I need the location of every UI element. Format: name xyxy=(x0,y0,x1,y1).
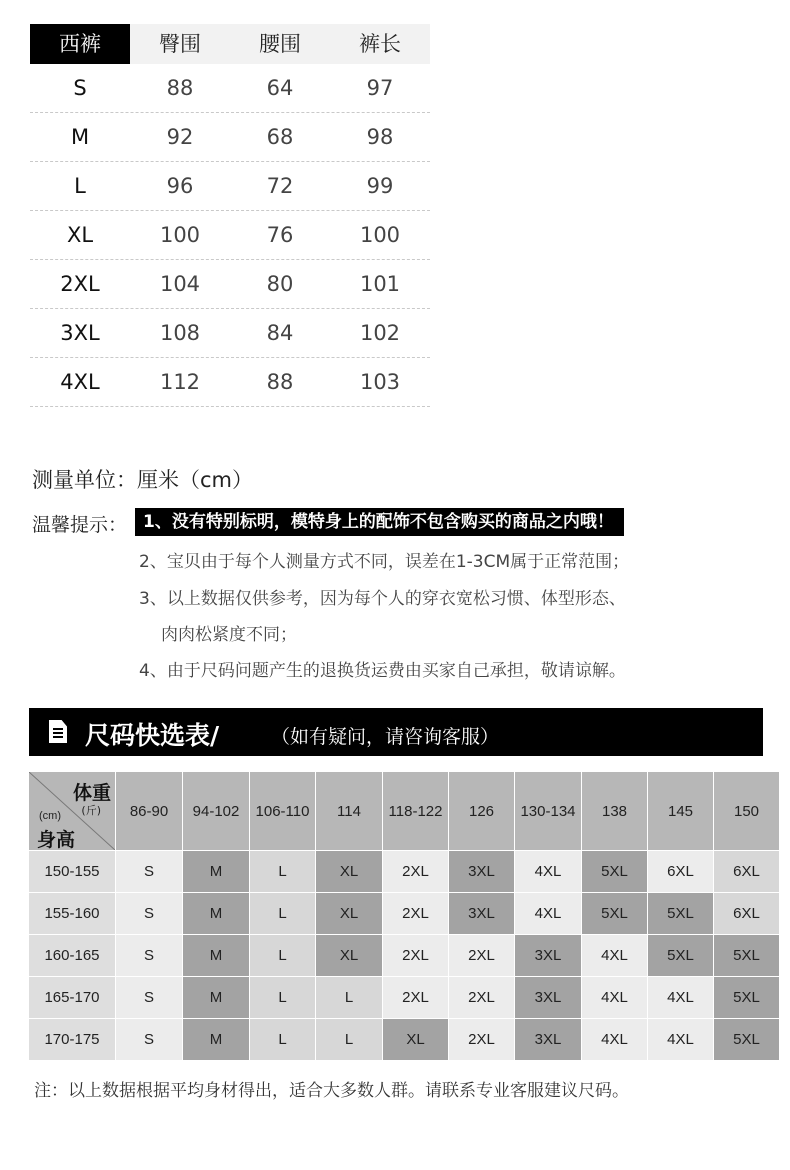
size-cell: 2XL xyxy=(449,935,514,976)
size-cell: 2XL xyxy=(449,977,514,1018)
size-label: 2XL xyxy=(60,272,100,296)
table-row xyxy=(30,113,430,162)
size-cell: 2XL xyxy=(383,851,448,892)
weight-header: 114 xyxy=(316,772,382,850)
header-cell-waist: 腰围 xyxy=(230,24,330,64)
size-cell: 4XL xyxy=(582,977,647,1018)
size-cell: 2XL xyxy=(383,977,448,1018)
height-label: 170-175 xyxy=(29,1019,115,1060)
table-cell: 100 xyxy=(359,223,401,247)
table-row xyxy=(30,211,430,260)
size-cell: 6XL xyxy=(714,851,779,892)
size-cell: 3XL xyxy=(449,893,514,934)
size-label: XL xyxy=(66,223,94,247)
table-cell: 108 xyxy=(159,321,201,345)
table-cell: 64 xyxy=(266,76,294,100)
weight-header: 106-110 xyxy=(250,772,315,850)
size-cell: 5XL xyxy=(714,977,779,1018)
header-cell-hip: 臀围 xyxy=(130,24,230,64)
weight-header: 86-90 xyxy=(116,772,182,850)
tip-highlight: 1、没有特别标明，模特身上的配饰不包含购买的商品之内哦！ xyxy=(135,508,624,536)
quick-select-subtitle: （如有疑问，请咨询客服） xyxy=(271,726,500,748)
weight-header: 150 xyxy=(714,772,779,850)
tip-line-2: 2、宝贝由于每个人测量方式不同，误差在1-3CM属于正常范围； xyxy=(139,552,630,572)
size-cell: 4XL xyxy=(515,851,581,892)
size-cell: 4XL xyxy=(648,1019,713,1060)
table-cell: 99 xyxy=(366,174,394,198)
corner-weight-label: 体重 xyxy=(72,782,111,804)
quick-select-grid xyxy=(29,772,763,1060)
weight-header: 138 xyxy=(582,772,647,850)
size-cell: 6XL xyxy=(648,851,713,892)
weight-header: 94-102 xyxy=(183,772,249,850)
table-cell: 100 xyxy=(159,223,201,247)
tip-line-3: 3、以上数据仅供参考，因为每个人的穿衣宽松习惯、体型形态、 xyxy=(139,589,626,609)
size-cell: 5XL xyxy=(714,1019,779,1060)
table-row xyxy=(30,309,430,358)
corner-cm-unit: (cm) xyxy=(39,810,61,822)
size-cell: 4XL xyxy=(648,977,713,1018)
size-cell: S xyxy=(116,977,182,1018)
document-icon xyxy=(49,720,67,743)
size-cell: S xyxy=(116,851,182,892)
size-cell: M xyxy=(183,1019,249,1060)
size-cell: L xyxy=(250,851,315,892)
measurement-unit: 测量单位：厘米（cm） xyxy=(32,468,254,492)
size-cell: 5XL xyxy=(648,935,713,976)
size-cell: XL xyxy=(316,893,382,934)
table-cell: 88 xyxy=(266,370,294,394)
size-table-body xyxy=(30,64,430,407)
quick-select-banner xyxy=(29,708,763,756)
size-table xyxy=(30,24,430,407)
size-table-header xyxy=(30,24,430,64)
weight-header: 145 xyxy=(648,772,713,850)
size-cell: S xyxy=(116,935,182,976)
size-cell: L xyxy=(316,1019,382,1060)
header-cell-category: 西裤 xyxy=(30,24,130,64)
weight-header: 126 xyxy=(449,772,514,850)
size-cell: 2XL xyxy=(383,893,448,934)
size-cell: 4XL xyxy=(515,893,581,934)
tip-label: 温馨提示： xyxy=(32,514,128,536)
size-cell: 5XL xyxy=(582,851,647,892)
table-cell: 104 xyxy=(159,272,201,296)
size-cell: 4XL xyxy=(582,1019,647,1060)
table-row xyxy=(30,358,430,407)
height-label: 155-160 xyxy=(29,893,115,934)
size-cell: M xyxy=(183,935,249,976)
header-cell-length: 裤长 xyxy=(330,24,430,64)
size-cell: 5XL xyxy=(714,935,779,976)
size-cell: S xyxy=(116,893,182,934)
size-cell: L xyxy=(316,977,382,1018)
size-cell: 5XL xyxy=(582,893,647,934)
table-cell: 68 xyxy=(266,125,294,149)
size-cell: 3XL xyxy=(449,851,514,892)
table-row xyxy=(30,260,430,309)
size-cell: 2XL xyxy=(383,935,448,976)
corner-jin-unit: (斤) xyxy=(81,804,101,817)
size-cell: M xyxy=(183,977,249,1018)
size-cell: 5XL xyxy=(648,893,713,934)
table-cell: 97 xyxy=(366,76,394,100)
table-cell: 102 xyxy=(359,321,401,345)
size-cell: 4XL xyxy=(582,935,647,976)
size-cell: L xyxy=(250,1019,315,1060)
size-cell: M xyxy=(183,893,249,934)
table-cell: 88 xyxy=(166,76,194,100)
size-label: L xyxy=(74,174,86,198)
table-cell: 101 xyxy=(359,272,401,296)
weight-header: 130-134 xyxy=(515,772,581,850)
size-label: M xyxy=(70,125,90,149)
size-cell: XL xyxy=(316,851,382,892)
size-cell: M xyxy=(183,851,249,892)
table-cell: 80 xyxy=(266,272,294,296)
table-cell: 103 xyxy=(359,370,401,394)
table-cell: 72 xyxy=(266,174,294,198)
size-label: S xyxy=(73,76,87,100)
table-cell: 76 xyxy=(266,223,294,247)
table-row xyxy=(30,162,430,211)
size-cell: 3XL xyxy=(515,935,581,976)
tip-line-3-cont: 肉肉松紧度不同； xyxy=(161,625,297,645)
size-cell: XL xyxy=(316,935,382,976)
size-cell: L xyxy=(250,935,315,976)
size-cell: 3XL xyxy=(515,1019,581,1060)
size-cell: 2XL xyxy=(449,1019,514,1060)
size-cell: S xyxy=(116,1019,182,1060)
height-label: 150-155 xyxy=(29,851,115,892)
table-cell: 112 xyxy=(159,370,201,394)
tip-line-4: 4、由于尺码问题产生的退换货运费由买家自己承担，敬请谅解。 xyxy=(139,661,626,681)
size-label: 4XL xyxy=(60,370,100,394)
size-cell: 6XL xyxy=(714,893,779,934)
size-cell: L xyxy=(250,893,315,934)
table-cell: 92 xyxy=(166,125,194,149)
size-cell: XL xyxy=(383,1019,448,1060)
table-cell: 96 xyxy=(166,174,194,198)
corner-height-label: 身高 xyxy=(37,829,76,850)
size-cell: L xyxy=(250,977,315,1018)
weight-header: 118-122 xyxy=(383,772,448,850)
quick-select-title: 尺码快选表/ xyxy=(85,721,220,750)
height-label: 160-165 xyxy=(29,935,115,976)
footnote: 注：以上数据根据平均身材得出，适合大多数人群。请联系专业客服建议尺码。 xyxy=(34,1081,629,1101)
table-row xyxy=(30,64,430,113)
height-label: 165-170 xyxy=(29,977,115,1018)
grid-corner xyxy=(29,772,115,850)
table-cell: 98 xyxy=(366,125,394,149)
table-cell: 84 xyxy=(266,321,294,345)
size-label: 3XL xyxy=(60,321,100,345)
size-cell: 3XL xyxy=(515,977,581,1018)
